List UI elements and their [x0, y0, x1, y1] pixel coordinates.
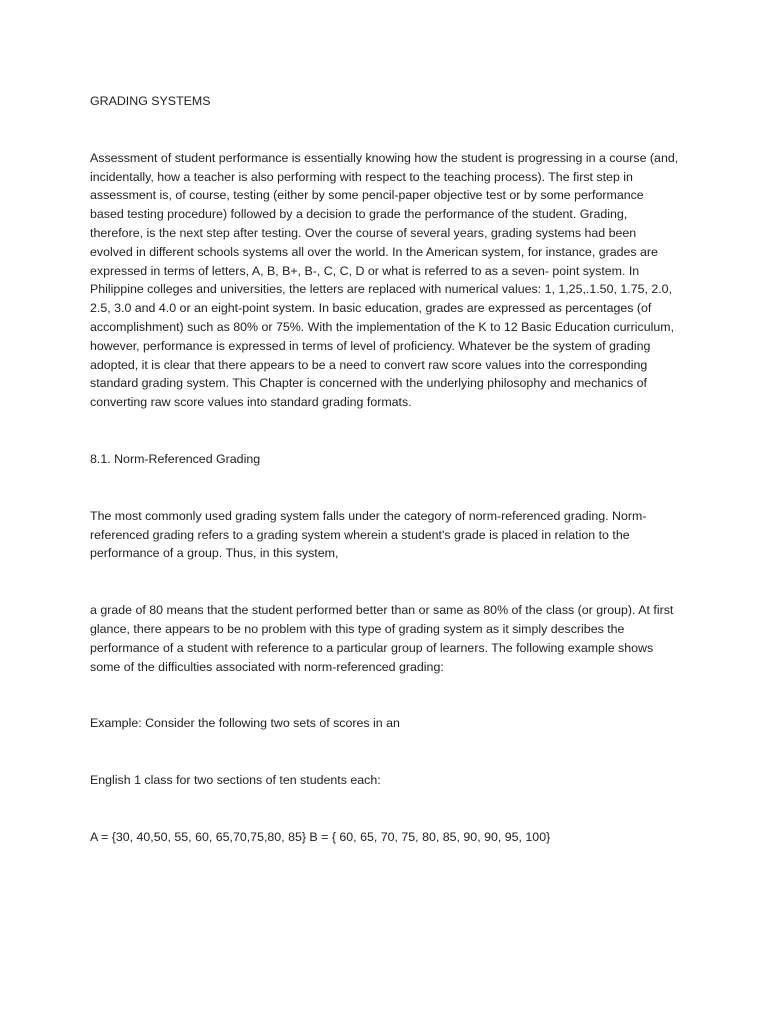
score-sets-line: A = {30, 40,50, 55, 60, 65,70,75,80, 85} B = { 60, 65, 70, 75, 80, 85, 90, 90, 95, 100}	[90, 829, 551, 844]
intro-paragraph: Assessment of student performance is essentially knowing how the student is progressing in a course (and, incidentally, how a teacher is also performing with respect to the teaching process). The first step in assessment is, of course, testing (either by some pencil-paper objective test or by some performance based testing procedure) followed by a decision to grade the performance of the student. Grading, therefore, is the next step after testing. Over the course of several years, grading systems had been evolved in different schools systems all over the world. In the American system, for instance, grades are expressed in terms of letters, A, B, B+, B-, C, C, D or what is referred to as a seven- point system. In Philippine colleges and universities, the letters are replaced with numerical values: 1, 1,25,.1.50, 1.75, 2.0, 2.5, 3.0 and 4.0 or an eight-point system. In basic education, grades are expressed as percentages (of accomplishment) such as 80% or 75%. With the implementation of the K to 12 Basic Education curriculum, however, performance is expressed in terms of level of proficiency. Whatever be the system of grading adopted, it is clear that there appears to be a need to convert raw score values into the corresponding standard grading system. This Chapter is concerned with the underlying philosophy and mechanics of converting raw score values into standard grading formats.	[90, 150, 679, 410]
section-heading: 8.1. Norm-Referenced Grading	[90, 451, 261, 466]
document-title: GRADING SYSTEMS	[90, 94, 211, 108]
norm-paragraph-2: a grade of 80 means that the student performed better than or same as 80% of the class (or group). At first glance, there appears to be no problem with this type of grading system as it simply describes the performance of a student with reference to a particular group of learners. The following example shows some of the difficulties associated with norm-referenced grading:	[90, 603, 674, 674]
document-body	[90, 92, 680, 847]
norm-paragraph-1: The most commonly used grading system falls under the category of norm-referenced grading. Norm-referenced grading refers to a grading system wherein a student's grade is placed in relation to the performance of a group. Thus, in this system,	[90, 508, 647, 561]
example-line: Example: Consider the following two sets of scores in an	[90, 716, 400, 731]
class-line: English 1 class for two sections of ten students each:	[90, 773, 381, 788]
